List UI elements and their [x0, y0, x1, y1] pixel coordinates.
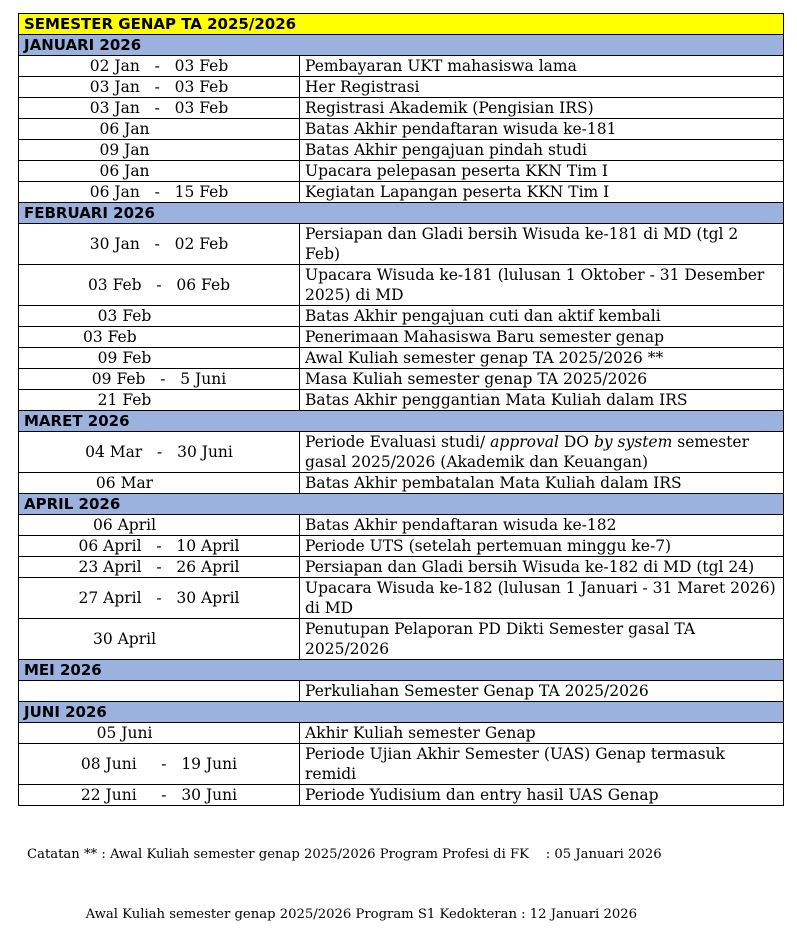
schedule-row: [19, 744, 784, 785]
event-description: Periode Ujian Akhir Semester (UAS) Genap termasuk remidi: [300, 744, 784, 785]
event-description: Batas Akhir penggantian Mata Kuliah dalam IRS: [300, 390, 784, 411]
date-range: 06 Jan - 15 Feb: [19, 182, 300, 203]
schedule-row: [19, 578, 784, 619]
event-description: Batas Akhir pembatalan Mata Kuliah dalam IRS: [300, 473, 784, 494]
note-line-2: Awal Kuliah semester genap 2025/2026 Program S1 Kedokteran : 12 Januari 2026: [27, 907, 638, 922]
schedule-row: [19, 390, 784, 411]
event-description: Her Registrasi: [300, 77, 784, 98]
event-description: Periode Yudisium dan entry hasil UAS Genap: [300, 785, 784, 806]
month-header-row: [19, 702, 784, 723]
event-description: Penerimaan Mahasiswa Baru semester genap: [300, 327, 784, 348]
academic-calendar-table: [18, 13, 784, 806]
schedule-row: [19, 369, 784, 390]
event-description: Upacara pelepasan peserta KKN Tim I: [300, 161, 784, 182]
month-name: MEI 2026: [19, 660, 784, 681]
date-range: 03 Jan - 03 Feb: [19, 98, 300, 119]
event-description: Akhir Kuliah semester Genap: [300, 723, 784, 744]
title-row: [19, 14, 784, 35]
schedule-row: [19, 182, 784, 203]
date-range: 21 Feb: [19, 390, 300, 411]
date-range: 03 Feb: [19, 306, 300, 327]
schedule-row: [19, 536, 784, 557]
date-range: 30 Jan - 02 Feb: [19, 224, 300, 265]
event-description: Kegiatan Lapangan peserta KKN Tim I: [300, 182, 784, 203]
date-range: 03 Feb - 06 Feb: [19, 265, 300, 306]
event-description: Registrasi Akademik (Pengisian IRS): [300, 98, 784, 119]
schedule-row: [19, 56, 784, 77]
event-description: Upacara Wisuda ke-181 (lulusan 1 Oktober - 31 Desember 2025) di MD: [300, 265, 784, 306]
event-description: Masa Kuliah semester genap TA 2025/2026: [300, 369, 784, 390]
event-description: Penutupan Pelaporan PD Dikti Semester gasal TA 2025/2026: [300, 619, 784, 660]
event-description: Upacara Wisuda ke-182 (lulusan 1 Januari - 31 Maret 2026) di MD: [300, 578, 784, 619]
schedule-row: [19, 98, 784, 119]
event-description: Batas Akhir pengajuan cuti dan aktif kembali: [300, 306, 784, 327]
notes: [27, 805, 662, 945]
schedule-row: [19, 327, 784, 348]
date-range: 09 Feb - 5 Juni: [19, 369, 300, 390]
date-range: 02 Jan - 03 Feb: [19, 56, 300, 77]
event-description: Awal Kuliah semester genap TA 2025/2026 **: [300, 348, 784, 369]
event-description: Persiapan dan Gladi bersih Wisuda ke-181 di MD (tgl 2 Feb): [300, 224, 784, 265]
schedule-row: [19, 723, 784, 744]
month-name: JUNI 2026: [19, 702, 784, 723]
month-header-row: [19, 494, 784, 515]
event-description: Periode UTS (setelah pertemuan minggu ke-7): [300, 536, 784, 557]
note-line-1: Catatan ** : Awal Kuliah semester genap 2025/2026 Program Profesi di FK : 05 Januari 2026: [27, 847, 662, 862]
semester-title: SEMESTER GENAP TA 2025/2026: [19, 14, 784, 35]
date-range: 22 Juni - 30 Juni: [19, 785, 300, 806]
date-range: 05 Juni: [19, 723, 300, 744]
schedule-row: [19, 161, 784, 182]
event-description: Pembayaran UKT mahasiswa lama: [300, 56, 784, 77]
date-range: 06 Mar: [19, 473, 300, 494]
schedule-row: [19, 557, 784, 578]
event-description: Persiapan dan Gladi bersih Wisuda ke-182 di MD (tgl 24): [300, 557, 784, 578]
schedule-row: [19, 515, 784, 536]
month-name: JANUARI 2026: [19, 35, 784, 56]
date-range: 23 April - 26 April: [19, 557, 300, 578]
schedule-row: [19, 473, 784, 494]
date-range: 03 Jan - 03 Feb: [19, 77, 300, 98]
date-range: 06 Jan: [19, 119, 300, 140]
date-range: 03 Feb: [19, 327, 300, 348]
schedule-row: [19, 306, 784, 327]
month-header-row: [19, 660, 784, 681]
event-description: Periode Evaluasi studi/ approval DO by system semester gasal 2025/2026 (Akademik dan Keuangan): [300, 432, 784, 473]
date-range: 06 April - 10 April: [19, 536, 300, 557]
schedule-row: [19, 619, 784, 660]
date-range: 09 Jan: [19, 140, 300, 161]
event-description: Batas Akhir pendaftaran wisuda ke-181: [300, 119, 784, 140]
month-header-row: [19, 35, 784, 56]
month-name: FEBRUARI 2026: [19, 203, 784, 224]
event-description: Batas Akhir pendaftaran wisuda ke-182: [300, 515, 784, 536]
schedule-row: [19, 681, 784, 702]
date-range: [19, 681, 300, 702]
date-range: 08 Juni - 19 Juni: [19, 744, 300, 785]
schedule-row: [19, 785, 784, 806]
event-description: Batas Akhir pengajuan pindah studi: [300, 140, 784, 161]
date-range: 30 April: [19, 619, 300, 660]
schedule-row: [19, 77, 784, 98]
schedule-row: [19, 348, 784, 369]
schedule-row: [19, 265, 784, 306]
date-range: 04 Mar - 30 Juni: [19, 432, 300, 473]
month-name: MARET 2026: [19, 411, 784, 432]
date-range: 27 April - 30 April: [19, 578, 300, 619]
schedule-row: [19, 432, 784, 473]
date-range: 06 Jan: [19, 161, 300, 182]
month-header-row: [19, 411, 784, 432]
date-range: 06 April: [19, 515, 300, 536]
month-header-row: [19, 203, 784, 224]
schedule-row: [19, 119, 784, 140]
event-description: Perkuliahan Semester Genap TA 2025/2026: [300, 681, 784, 702]
schedule-row: [19, 224, 784, 265]
schedule-row: [19, 140, 784, 161]
month-name: APRIL 2026: [19, 494, 784, 515]
date-range: 09 Feb: [19, 348, 300, 369]
